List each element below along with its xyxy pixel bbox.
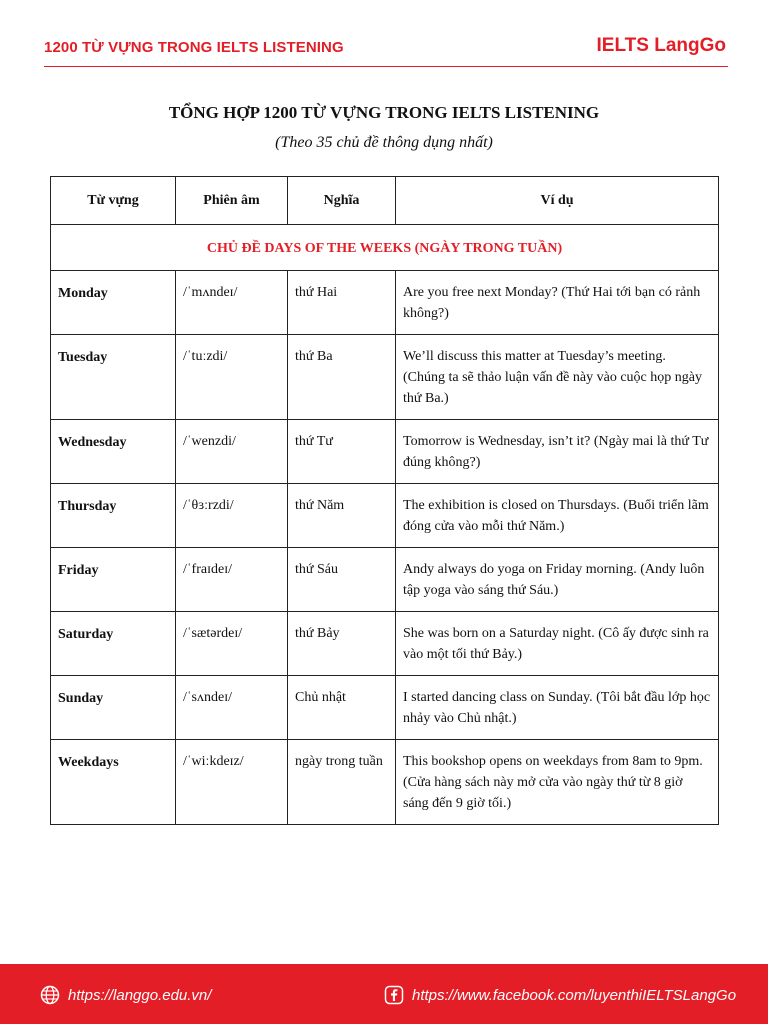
page-footer [0,964,768,1024]
word-cell: Thursday [51,484,176,548]
facebook-url: https://www.facebook.com/luyenthiIELTSLangGo [412,986,737,1004]
meaning-cell: Chủ nhật [288,676,396,740]
ipa-cell: /ˈsætərdeɪ/ [176,612,288,676]
table-header-row [51,177,719,225]
table-row [51,612,719,676]
example-cell: We’ll discuss this matter at Tuesday’s meeting. (Chúng ta sẽ thảo luận vấn đề này vào cuộc họp ngày thứ Ba.) [396,335,719,420]
word-cell: Saturday [51,612,176,676]
ipa-cell: /ˈtuːzdi/ [176,335,288,420]
ipa-cell: /ˈsʌndeɪ/ [176,676,288,740]
ipa-cell: /ˈθɜːrzdi/ [176,484,288,548]
table-row [51,548,719,612]
page-header [0,0,768,96]
facebook-icon [384,985,404,1005]
table-row [51,271,719,335]
table-row [51,676,719,740]
globe-icon [40,985,60,1005]
column-header-ipa: Phiên âm [176,177,288,225]
word-cell: Tuesday [51,335,176,420]
table-row [51,740,719,825]
word-cell: Wednesday [51,420,176,484]
meaning-cell: thứ Bảy [288,612,396,676]
header-title: 1200 TỪ VỰNG TRONG IELTS LISTENING [44,39,344,56]
table-row [51,484,719,548]
example-cell: I started dancing class on Sunday. (Tôi bắt đầu lớp học nhảy vào Chủ nhật.) [396,676,719,740]
facebook-link[interactable] [384,985,736,1005]
website-link[interactable] [40,985,211,1005]
topic-heading: CHỦ ĐỀ DAYS OF THE WEEKS (NGÀY TRONG TUẦN) [51,225,719,271]
document-title: TỔNG HỢP 1200 TỪ VỰNG TRONG IELTS LISTENING [168,103,600,122]
ipa-cell: /ˈwenzdi/ [176,420,288,484]
example-cell: Tomorrow is Wednesday, isn’t it? (Ngày mai là thứ Tư đúng không?) [396,420,719,484]
website-url: https://langgo.edu.vn/ [68,986,212,1004]
header-divider [44,66,728,67]
column-header-example: Ví dụ [396,177,719,225]
example-cell: The exhibition is closed on Thursdays. (Buổi triển lãm đóng cửa vào mỗi thứ Năm.) [396,484,719,548]
example-cell: She was born on a Saturday night. (Cô ấy được sinh ra vào một tối thứ Bảy.) [396,612,719,676]
column-header-word: Từ vựng [51,177,176,225]
meaning-cell: thứ Sáu [288,548,396,612]
meaning-cell: thứ Hai [288,271,396,335]
table-row [51,335,719,420]
meaning-cell: thứ Ba [288,335,396,420]
meaning-cell: thứ Năm [288,484,396,548]
column-header-meaning: Nghĩa [288,177,396,225]
ipa-cell: /ˈfraɪdeɪ/ [176,548,288,612]
example-cell: Are you free next Monday? (Thứ Hai tới bạn có rảnh không?) [396,271,719,335]
brand-logo: IELTS LangGo [596,35,726,56]
document-subtitle: (Theo 35 chủ đề thông dụng nhất) [275,134,493,151]
meaning-cell: ngày trong tuần [288,740,396,825]
topic-row [51,225,719,271]
example-cell: This bookshop opens on weekdays from 8am to 9pm. (Cửa hàng sách này mở cửa vào ngày thứ từ 8 giờ sáng đến 9 giờ tối.) [396,740,719,825]
ipa-cell: /ˈwiːkdeɪz/ [176,740,288,825]
meaning-cell: thứ Tư [288,420,396,484]
table-row [51,420,719,484]
word-cell: Sunday [51,676,176,740]
word-cell: Weekdays [51,740,176,825]
word-cell: Monday [51,271,176,335]
vocabulary-table [50,176,719,825]
ipa-cell: /ˈmʌndeɪ/ [176,271,288,335]
word-cell: Friday [51,548,176,612]
example-cell: Andy always do yoga on Friday morning. (Andy luôn tập yoga vào sáng thứ Sáu.) [396,548,719,612]
